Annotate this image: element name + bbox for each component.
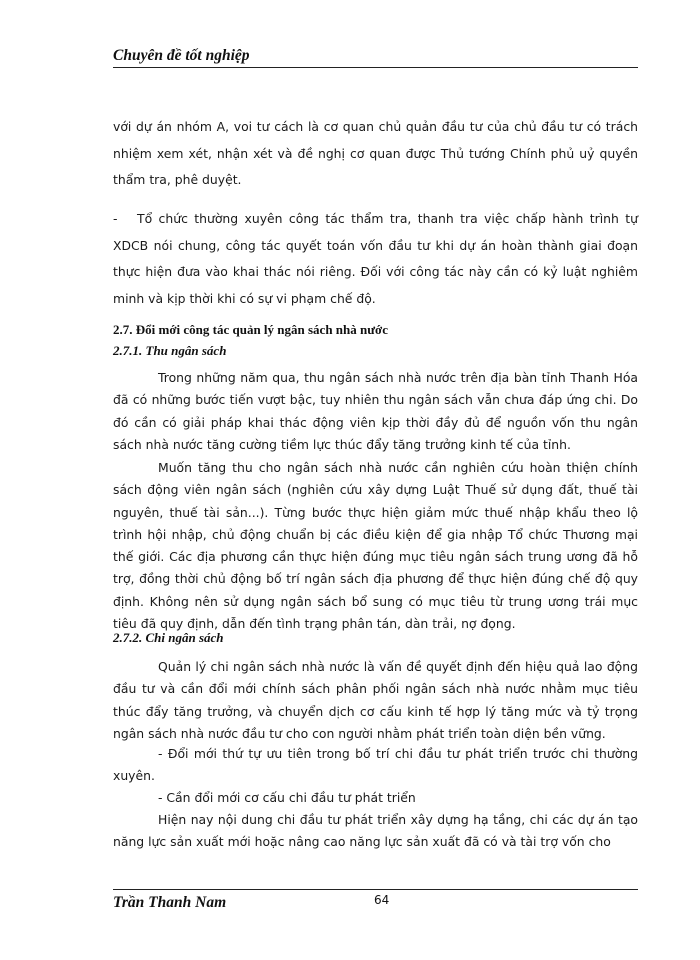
paragraph-inspection-text: Tổ chức thường xuyên công tác thẩm tra, thanh tra việc chấp hành trình tự XDCB nói chung, công tác quyết toán vốn đầu tư khi dự án hoàn thành giai đoạn thực hiện đưa vào khai thác nói riêng. Đối với công tác này cần có kỷ luật nghiêm minh và kịp thời khi có sự vi phạm chế độ.	[113, 211, 638, 306]
paragraph-revenue-1: Trong những năm qua, thu ngân sách nhà nước trên địa bàn tỉnh Thanh Hóa đã có những bước tiến vượt bậc, tuy nhiên thu ngân sách vẫn chưa đáp ứng chi. Do đó cần có giải pháp khai thác động viên kịp thời đầy đủ để nguồn vốn thu ngân sách nhà nước tăng cường tiềm lực thúc đẩy tăng trưởng kinh tế của tỉnh.	[113, 370, 638, 452]
page-number: 64	[374, 893, 390, 907]
section-heading: 2.7. Đổi mới công tác quản lý ngân sách nhà nước	[113, 322, 389, 337]
bullet-item-priority: - Đổi mới thứ tự ưu tiên trong bố trí chi đầu tư phát triển trước chi thường xuyên.	[113, 746, 638, 784]
paragraph-expenditure-2: Hiện nay nội dung chi đầu tư phát triển xây dựng hạ tầng, chi các dự án tạo năng lực sản xuất mới hoặc nâng cao năng lực sản xuất đã có và tài trợ vốn cho	[113, 812, 638, 850]
bullet-item-structure: - Cần đổi mới cơ cấu chi đầu tư phát triển	[158, 790, 416, 805]
footer-divider	[113, 889, 638, 890]
subsection-heading-expenditure: 2.7.2. Chi ngân sách	[113, 630, 224, 645]
header-divider	[113, 67, 638, 68]
paragraph-continued: với dự án nhóm A, voi tư cách là cơ quan chủ quản đầu tư của chủ đầu tư có trách nhiệm xem xét, nhận xét và đề nghị cơ quan được Thủ tướng Chính phủ uỷ quyền thẩm tra, phê duyệt.	[113, 119, 638, 187]
paragraph-expenditure-1: Quản lý chi ngân sách nhà nước là vấn đề quyết định đến hiệu quả lao động đầu tư và cần đổi mới chính sách phân phối ngân sách nhà nước nhằm mục tiêu thúc đẩy tăng trưởng, và chuyển dịch cơ cấu kinh tế hợp lý tăng mức và tỷ trọng ngân sách nhà nước đầu tư cho con người nhằm phát triển toàn diện bền vững.	[113, 659, 638, 741]
paragraph-revenue-2: Muốn tăng thu cho ngân sách nhà nước cần nghiên cứu hoàn thiện chính sách động viên ngân sách (nghiên cứu xây dựng Luật Thuế sử dụng đất, thuế tài nguyên, thuế tài sản...). Từng bước thực hiện giảm mức thuế nhập khẩu theo lộ trình hội nhập, chủ động chuẩn bị các điều kiện để gia nhập Tổ chức Thương mại thế giới. Các địa phương cần thực hiện đúng mục tiêu ngân sách trung ương đã hỗ trợ, đồng thời chủ động bố trí ngân sách địa phương để thực hiện đúng chế độ quy định. Không nên sử dụng ngân sách bổ sung có mục tiêu từ trung ương trái mục tiêu đã quy định, dẫn đến tình trạng phân tán, dàn trải, nợ đọng.	[113, 460, 638, 632]
footer-author: Trần Thanh Nam	[113, 894, 227, 911]
document-header-title: Chuyên đề tốt nghiệp	[113, 47, 250, 64]
paragraph-inspection	[113, 206, 638, 312]
subsection-heading-revenue: 2.7.1. Thu ngân sách	[113, 343, 227, 358]
list-dash: -	[113, 211, 118, 226]
